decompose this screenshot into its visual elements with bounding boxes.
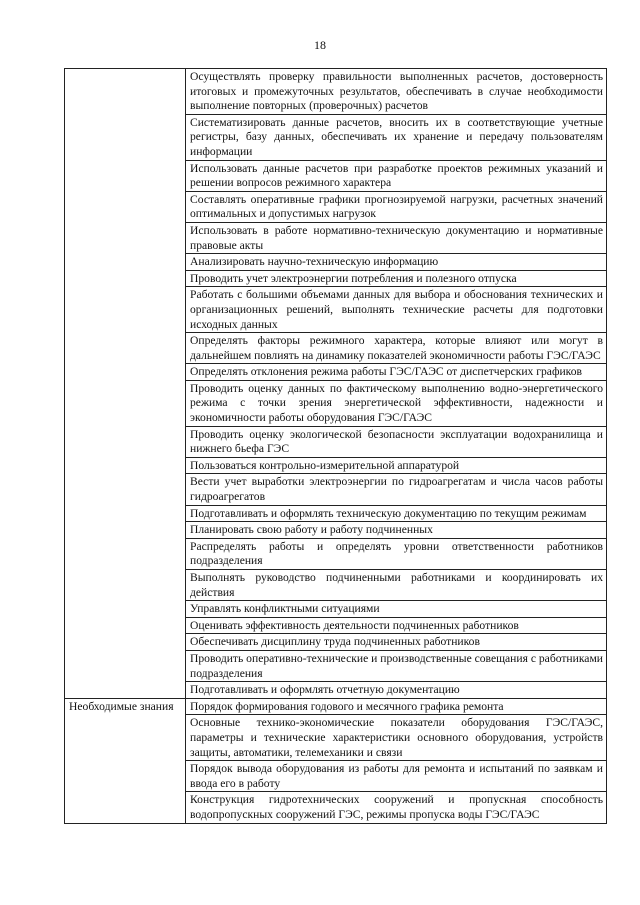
skill-item: Использовать данные расчетов при разработке проектов режимных указаний и решении вопросов режимного характера xyxy=(186,160,607,191)
skill-item: Подготавливать и оформлять отчетную документацию xyxy=(186,682,607,699)
skill-item: Управлять конфликтными ситуациями xyxy=(186,601,607,618)
skill-item: Проводить оценку данных по фактическому выполнению водно-энергетического режима с точки зрения энергетической эффективности, надежности и экономичности работы оборудования ГЭС/ГАЭС xyxy=(186,380,607,426)
skill-item: Систематизировать данные расчетов, вносить их в соответствующие учетные регистры, базу данных, обеспечивать их хранение и передачу пользователям информации xyxy=(186,114,607,160)
skill-item: Выполнять руководство подчиненными работниками и координировать их действия xyxy=(186,570,607,601)
knowledge-item: Порядок вывода оборудования из работы для ремонта и испытаний по заявкам и ввода его в работу xyxy=(186,761,607,792)
page-number: 18 xyxy=(314,38,326,52)
competency-table xyxy=(64,68,607,824)
skill-item: Проводить учет электроэнергии потребления и полезного отпуска xyxy=(186,270,607,287)
skill-item: Проводить оперативно-технические и производственные совещания с работниками подразделения xyxy=(186,650,607,681)
skills-label-cell xyxy=(65,69,186,699)
skill-item: Составлять оперативные графики прогнозируемой нагрузки, расчетных значений оптимальных и допустимых нагрузок xyxy=(186,191,607,222)
skill-item: Работать с большими объемами данных для выбора и обоснования технических и организационных решений, выполнять технические расчеты для подготовки исходных данных xyxy=(186,287,607,333)
skill-item: Распределять работы и определять уровни ответственности работников подразделения xyxy=(186,538,607,569)
knowledge-label: Необходимые знания xyxy=(65,698,186,823)
table-row xyxy=(65,69,607,115)
knowledge-item: Основные технико-экономические показатели оборудования ГЭС/ГАЭС, параметры и технические характеристики основного оборудования, устройств защиты, автоматики, телемеханики и связи xyxy=(186,715,607,761)
skill-item: Планировать свою работу и работу подчиненных xyxy=(186,522,607,539)
skill-item: Определять факторы режимного характера, которые влияют или могут в дальнейшем повлиять на динамику показателей экономичности работы ГЭС/ГАЭС xyxy=(186,333,607,364)
skill-item: Осуществлять проверку правильности выполненных расчетов, достоверность итоговых и промежуточных результатов, обеспечивать в случае необходимости выполнение повторных (проверочных) расчетов xyxy=(186,69,607,115)
skill-item: Использовать в работе нормативно-техническую документацию и нормативные правовые акты xyxy=(186,222,607,253)
skill-item: Проводить оценку экологической безопасности эксплуатации водохранилища и нижнего бьефа ГЭС xyxy=(186,426,607,457)
knowledge-item: Порядок формирования годового и месячного графика ремонта xyxy=(186,698,607,715)
table-row xyxy=(65,698,607,715)
skill-item: Анализировать научно-техническую информацию xyxy=(186,254,607,271)
skill-item: Обеспечивать дисциплину труда подчиненных работников xyxy=(186,634,607,651)
skill-item: Оценивать эффективность деятельности подчиненных работников xyxy=(186,617,607,634)
skill-item: Подготавливать и оформлять техническую документацию по текущим режимам xyxy=(186,505,607,522)
skill-item: Вести учет выработки электроэнергии по гидроагрегатам и числа часов работы гидроагрегатов xyxy=(186,474,607,505)
skill-item: Определять отклонения режима работы ГЭС/ГАЭС от диспетчерских графиков xyxy=(186,364,607,381)
knowledge-item: Конструкция гидротехнических сооружений и пропускная способность водопропускных сооружений ГЭС, режимы пропуска воды ГЭС/ГАЭС xyxy=(186,792,607,823)
skill-item: Пользоваться контрольно-измерительной аппаратурой xyxy=(186,457,607,474)
